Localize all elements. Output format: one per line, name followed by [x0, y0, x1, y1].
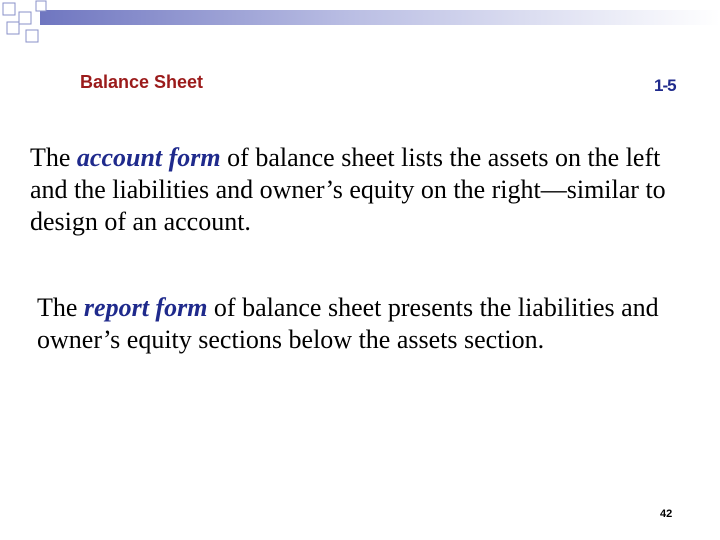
- paragraph-text: of balance sheet presents the liabilities and owner’s equity sections below the assets section.: [37, 293, 659, 354]
- emphasis-account-form: account form: [76, 143, 221, 172]
- emphasis-report-form: report form: [83, 293, 208, 322]
- decorative-squares: [3, 1, 46, 42]
- paragraph-report-form: [37, 292, 677, 356]
- page-number: 42: [660, 508, 673, 520]
- paragraph-text: of balance sheet lists the assets on the left and the liabilities and owner’s equity on the right—similar to design of an account.: [30, 143, 666, 236]
- header-title: Balance Sheet: [80, 72, 204, 92]
- paragraph-account-form: [30, 142, 700, 238]
- slide-code: 1-5: [654, 76, 676, 95]
- paragraph-text: The: [37, 293, 84, 322]
- paragraph-text: The: [30, 143, 77, 172]
- decorative-header-bar: [0, 0, 720, 46]
